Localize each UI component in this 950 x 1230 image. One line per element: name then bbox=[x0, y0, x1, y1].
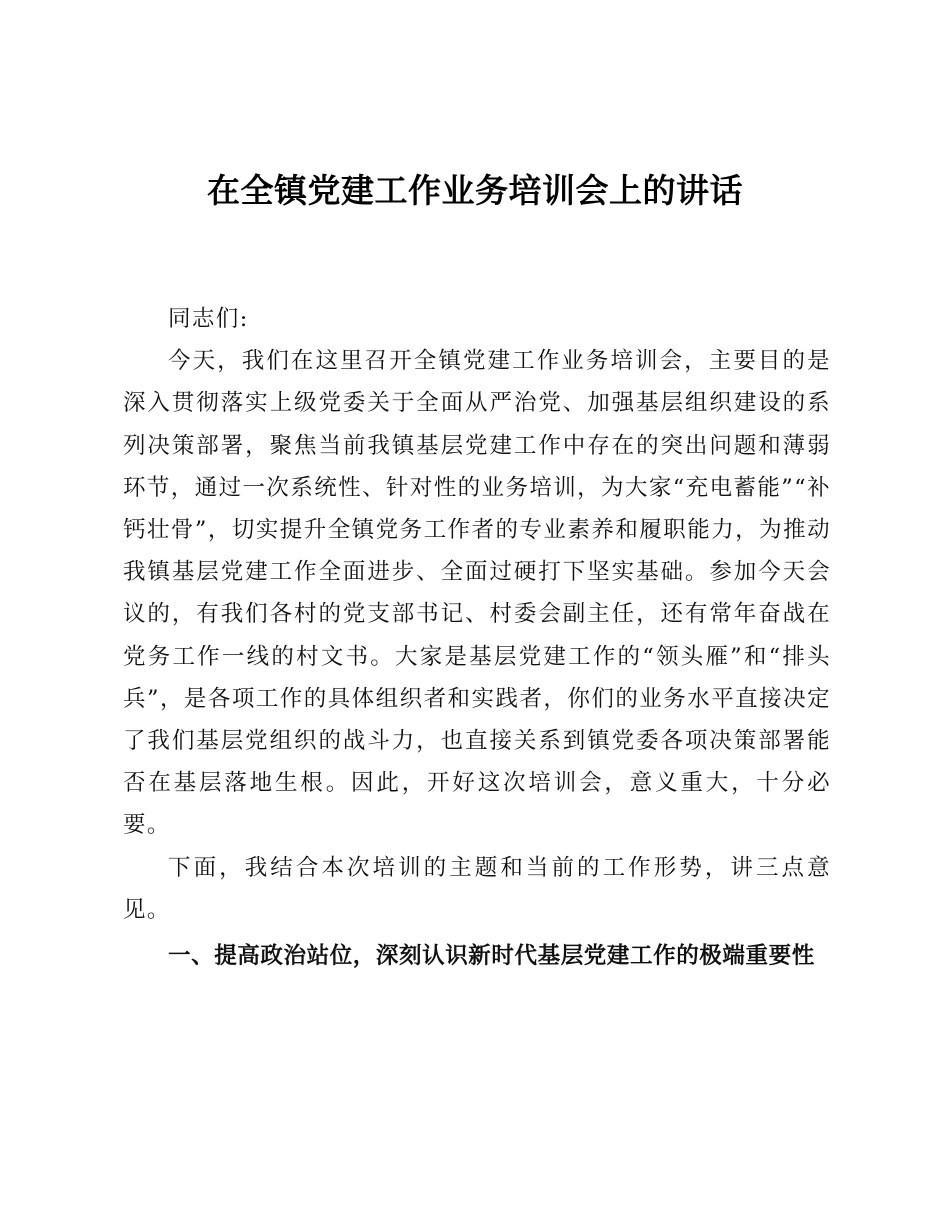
paragraph-outline: 下面，我结合本次培训的主题和当前的工作形势，讲三点意见。 bbox=[123, 854, 831, 923]
document-title: 在全镇党建工作业务培训会上的讲话 bbox=[207, 171, 743, 210]
paragraph-intro: 今天，我们在这里召开全镇党建工作业务培训会，主要目的是深入贯彻落实上级党委关于全面从严治党、加强基层组织建设的系列决策部署，聚焦当前我镇基层党建工作中存在的突出问题和薄弱环节，通过一次系统性、针对性的业务培训，为大家“充电蓄能”“补钙壮骨”，切实提升全镇党务工作者的专业素养和履职能力，为推动我镇基层党建工作全面进步、全面过硬打下坚实基础。参加今天会议的，有我们各村的党支部书记、村委会副主任，还有常年奋战在党务工作一线的村文书。大家是基层党建工作的“领头雁”和“排头兵”，是各项工作的具体组织者和实践者，你们的业务水平直接决定了我们基层党组织的战斗力，也直接关系到镇党委各项决策部署能否在基层落地生根。因此，开好这次培训会，意义重大，十分必要。 bbox=[123, 348, 831, 839]
document-body bbox=[123, 298, 831, 977]
section-heading: 一、提高政治站位，深刻认识新时代基层党建工作的极端重要性 bbox=[168, 943, 815, 970]
salutation: 同志们: bbox=[168, 306, 249, 332]
